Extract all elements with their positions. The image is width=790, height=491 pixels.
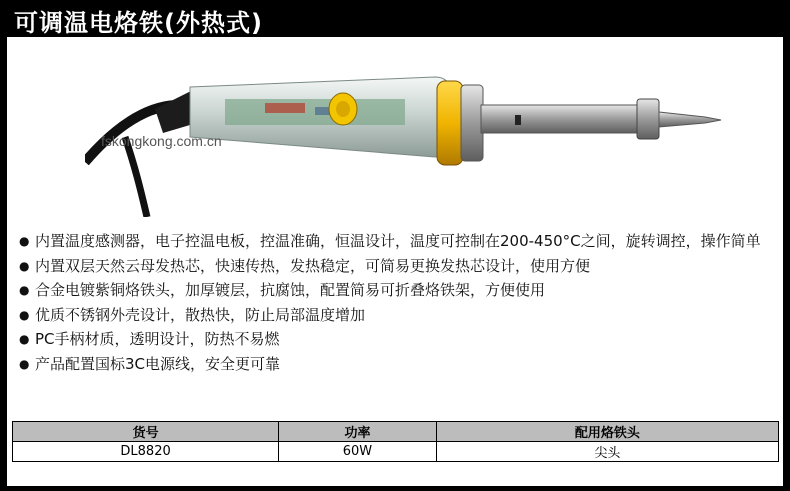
bullet-icon: ● — [19, 258, 30, 273]
cell-power: 60W — [279, 442, 437, 462]
list-item — [17, 254, 777, 279]
bullet-icon: ● — [19, 234, 30, 248]
table-row — [13, 442, 779, 462]
feature-text: PC手柄材质，透明设计，防热不易燃 — [35, 330, 280, 348]
spec-table — [12, 421, 779, 462]
table-header-row — [13, 422, 779, 442]
bullet-icon: ● — [19, 356, 30, 371]
feature-text: 内置温度感测器，电子控温电板，控温准确，恒温设计，温度可控制在200-450°C之间，旋转调控，操作简单 — [35, 232, 761, 250]
content-panel — [7, 37, 783, 486]
bullet-icon: ● — [19, 307, 30, 322]
list-item — [17, 229, 777, 254]
feature-text: 内置双层天然云母发热芯，快速传热，发热稳定，可简易更换发热芯设计，使用方便 — [35, 256, 591, 275]
watermark-text: fskongkong.com.cn — [101, 133, 222, 149]
feature-text: 优质不锈钢外壳设计，散热快，防止局部温度增加 — [35, 305, 366, 324]
cell-tip-type: 尖头 — [436, 442, 778, 462]
header-item-number: 货号 — [13, 422, 279, 442]
list-item — [17, 327, 777, 352]
list-item — [17, 352, 777, 377]
list-item — [17, 303, 777, 328]
feature-list — [17, 229, 777, 376]
header-tip-type: 配用烙铁头 — [436, 422, 778, 442]
feature-text: 产品配置国标3C电源线，安全更可靠 — [35, 354, 281, 373]
list-item — [17, 278, 777, 303]
page-title: 可调温电烙铁(外热式) — [14, 9, 263, 37]
feature-text: 合金电镀紫铜烙铁头，加厚镀层，抗腐蚀，配置简易可折叠烙铁架，方便使用 — [35, 281, 546, 299]
bullet-icon: ● — [19, 332, 30, 346]
header-power: 功率 — [279, 422, 437, 442]
cell-item-number: DL8820 — [13, 442, 279, 462]
bullet-icon: ● — [19, 283, 30, 297]
